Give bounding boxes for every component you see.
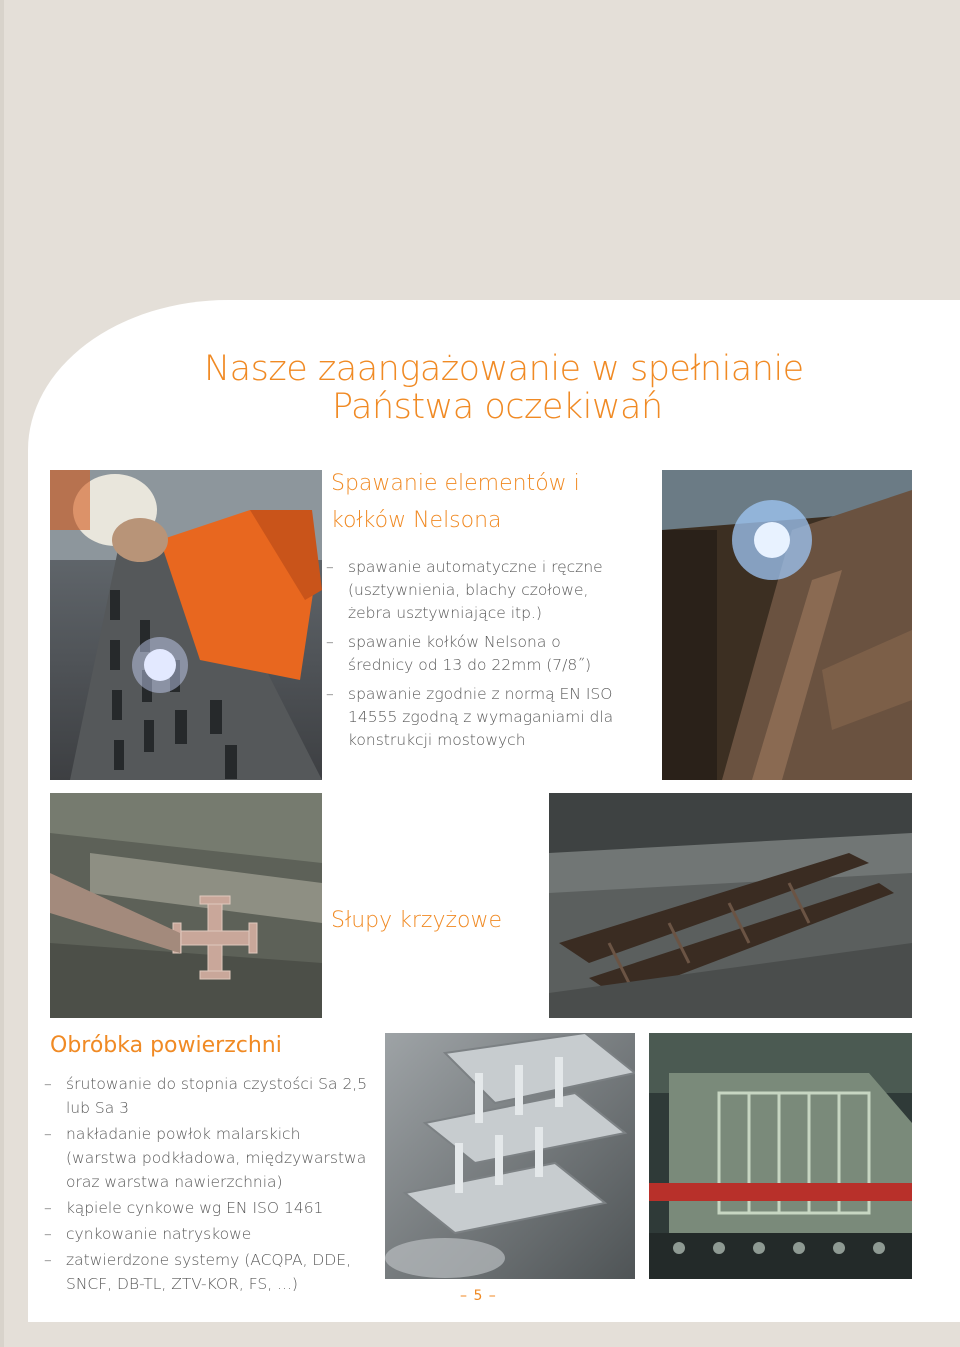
page-title-line1: Nasze zaangażowanie w spełnianie [204, 349, 804, 389]
welding-item [326, 631, 626, 677]
surface-item [44, 1222, 374, 1246]
photo-welder-beam [662, 470, 912, 780]
welding-title [331, 465, 580, 539]
page-number: – 5 – [460, 1288, 497, 1304]
photo-galvanised-parts [385, 1033, 635, 1279]
surface-item [44, 1196, 374, 1220]
photo-cross-column [50, 793, 322, 1018]
dash: – [326, 685, 334, 703]
welding-list [326, 556, 626, 758]
welding-title-line1: Spawanie elementów i [331, 471, 580, 496]
surface-item-text: nakładanie powłok malarskich (warstwa podkładowa, międzywarstwa oraz warstwa nawierzchnia) [66, 1125, 367, 1191]
page-title-line2: Państwa oczekiwań [332, 387, 663, 427]
photo-blasting-line [649, 1033, 912, 1279]
surface-item [44, 1122, 374, 1194]
surface-list [44, 1072, 374, 1298]
photo-welder-studs [50, 470, 322, 780]
dash: – [44, 1251, 52, 1269]
surface-item-text: kąpiele cynkowe wg EN ISO 1461 [66, 1199, 324, 1217]
photo-columns-hall [549, 793, 912, 1018]
dash: – [44, 1199, 52, 1217]
welding-item [326, 556, 626, 625]
columns-title: Słupy krzyżowe [331, 908, 503, 933]
surface-item [44, 1248, 374, 1296]
surface-item [44, 1072, 374, 1120]
dash: – [44, 1225, 52, 1243]
page-title [204, 350, 924, 426]
dash: – [44, 1125, 52, 1143]
welding-item-text: spawanie zgodnie z normą EN ISO 14555 zgodną z wymaganiami dla konstrukcji mostowych [348, 685, 614, 749]
welding-item [326, 683, 626, 752]
dash: – [44, 1075, 52, 1093]
surface-item-text: zatwierdzone systemy (ACQPA, DDE, SNCF, DB-TL, ZTV-KOR, FS, ...) [66, 1251, 352, 1293]
surface-item-text: cynkowanie natryskowe [66, 1225, 252, 1243]
welding-title-line2: kołków Nelsona [331, 508, 502, 533]
dash: – [326, 558, 334, 576]
dash: – [326, 633, 334, 651]
surface-title: Obróbka powierzchni [50, 1033, 282, 1058]
surface-item-text: śrutowanie do stopnia czystości Sa 2,5 lub Sa 3 [66, 1075, 368, 1117]
welding-item-text: spawanie kołków Nelsona o średnicy od 13 do 22mm (7/8˝) [348, 633, 592, 674]
welding-item-text: spawanie automatyczne i ręczne (usztywnienia, blachy czołowe, żebra usztywniające itp.) [348, 558, 603, 622]
